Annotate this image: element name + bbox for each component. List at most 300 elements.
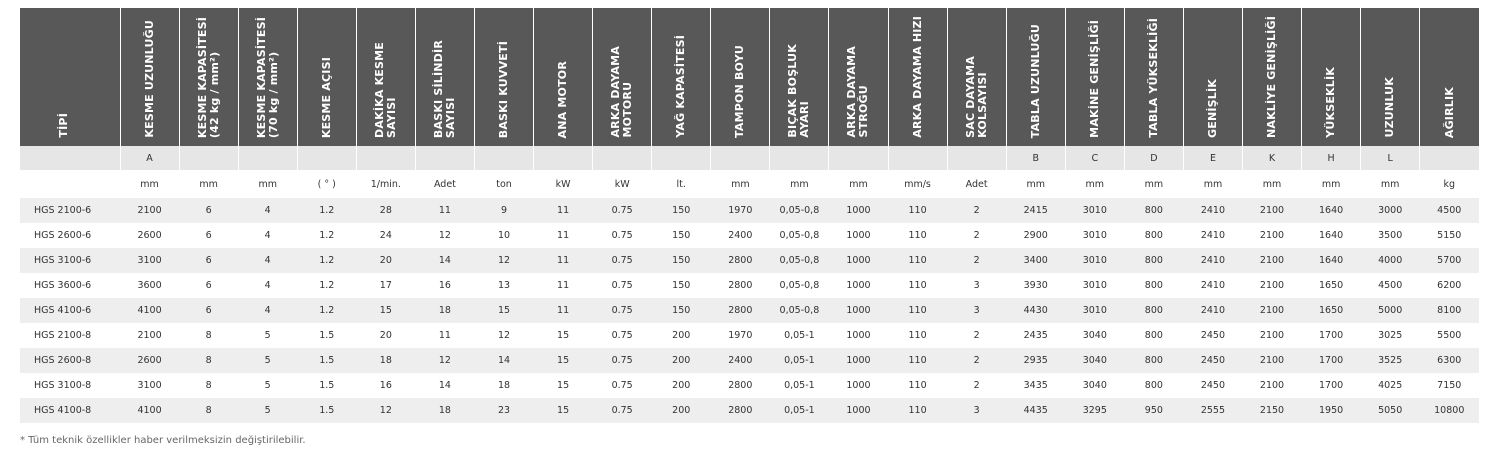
table-cell: 14 [415,373,474,398]
table-cell: 8 [179,398,238,423]
unit-cell: mm [790,178,809,190]
table-cell: 0,05-0,8 [770,198,829,223]
column-header [238,8,297,146]
column-header-label: AĞIRLIK [1442,86,1456,138]
table-cell: 20 [356,248,415,273]
column-header-label: KESME KAPASİTESİ (70 kg / mm²) [254,16,280,138]
table-cell: 3525 [1361,348,1420,373]
column-header-label: GENİŞLİK [1205,79,1219,138]
table-cell: 1000 [829,373,888,398]
column-header-label: SAC DAYAMA KOLSAYISI [963,56,989,138]
table-cell: 200 [652,373,711,398]
table-cell: 15 [356,298,415,323]
table-cell: 1.2 [297,198,356,223]
table-cell: 2100 [1242,248,1301,273]
dimension-letter [711,146,770,170]
table-row [20,273,1479,298]
unit-cell: mm [1262,178,1282,190]
unit-cell: kg [1443,178,1456,190]
table-cell: 6200 [1420,273,1479,298]
unit-cell: Adet [433,178,456,190]
table-cell: 3010 [1065,248,1124,273]
table-cell: 16 [356,373,415,398]
unit-row [20,170,1479,198]
table-cell: 0,05-1 [770,348,829,373]
column-header-label: YAĞ KAPASİTESİ [674,35,688,138]
dimension-letter [770,146,829,170]
table-cell: 18 [415,398,474,423]
table-cell: 2100 [1242,298,1301,323]
table-cell: 10800 [1420,398,1479,423]
column-header-label: ARKA DAYAMA MOTORU [609,46,635,138]
table-cell: 200 [652,348,711,373]
table-cell: 6 [179,273,238,298]
table-cell: 4100 [120,398,179,423]
column-header-label: BASKI KUVVETİ [497,40,510,138]
table-cell: 1700 [1302,323,1361,348]
table-cell: 150 [652,223,711,248]
table-cell: 8 [179,323,238,348]
table-cell: 11 [415,198,474,223]
table-cell: 5050 [1361,398,1420,423]
table-cell: 6 [179,248,238,273]
table-cell: 18 [415,298,474,323]
table-cell: 4500 [1361,273,1420,298]
table-cell: 11 [415,323,474,348]
table-cell: 2410 [1183,298,1242,323]
unit-cell: mm [849,178,868,190]
table-cell: 2800 [711,273,770,298]
table-cell: 1.5 [297,348,356,373]
table-cell: 0.75 [593,248,652,273]
spec-table-container [20,8,1478,423]
dimension-letter [888,146,947,170]
table-row [20,198,1479,223]
table-cell: 1000 [829,298,888,323]
column-header-label: YÜKSEKLİK [1324,67,1338,138]
column-header [829,8,888,146]
table-cell: 4 [238,298,297,323]
column-header [1302,8,1361,146]
table-cell: 1000 [829,348,888,373]
table-cell: 0.75 [593,373,652,398]
table-cell: 2555 [1183,398,1242,423]
dimension-letter: D [1124,146,1183,170]
column-header [770,8,829,146]
column-header-label: BIÇAK BOŞLUK AYARI [786,44,812,138]
dimension-letter [238,146,297,170]
model-name-cell: HGS 2100-8 [20,323,120,348]
table-cell: 18 [474,373,533,398]
dimension-letter [1420,146,1479,170]
table-cell: 2800 [711,248,770,273]
table-cell: 800 [1124,198,1183,223]
table-cell: 3010 [1065,298,1124,323]
column-header-label: TABLA UZUNLUĞU [1028,23,1042,138]
table-cell: 2450 [1183,348,1242,373]
table-cell: 110 [888,273,947,298]
table-cell: 5 [238,348,297,373]
table-cell: 2800 [711,398,770,423]
table-cell: 15 [534,348,593,373]
table-cell: 14 [415,248,474,273]
column-header [297,8,356,146]
table-cell: 15 [534,323,593,348]
table-cell: 24 [356,223,415,248]
dimension-letter [415,146,474,170]
table-cell: 4 [238,198,297,223]
table-cell: 150 [652,273,711,298]
table-cell: 11 [534,223,593,248]
table-cell: 2800 [711,298,770,323]
table-cell: 110 [888,223,947,248]
table-cell: 10 [474,223,533,248]
unit-cell: mm [1085,178,1105,190]
table-cell: 2900 [1006,223,1065,248]
footnote: * Tüm teknik özellikler haber verilmeksizin değiştirilebilir. [20,435,306,446]
column-header [474,8,533,146]
table-cell: 3040 [1065,323,1124,348]
table-cell: 6 [179,298,238,323]
table-cell: 1.5 [297,398,356,423]
table-cell: 3025 [1361,323,1420,348]
column-header-label: KESME UZUNLUĞU [142,20,156,138]
table-cell: 11 [534,298,593,323]
dimension-letter: H [1302,146,1361,170]
table-cell: 4 [238,223,297,248]
column-header [179,8,238,146]
table-body [20,198,1479,423]
table-cell: 800 [1124,323,1183,348]
table-cell: 5000 [1361,298,1420,323]
table-cell: 18 [356,348,415,373]
table-cell: 2 [947,223,1006,248]
unit-cell: mm [1380,178,1400,190]
table-cell: 2600 [120,348,179,373]
table-cell: 2 [947,248,1006,273]
table-row [20,373,1479,398]
table-header [20,8,1479,198]
table-cell: 6 [179,223,238,248]
table-cell: 5500 [1420,323,1479,348]
model-name-cell: HGS 3100-6 [20,248,120,273]
table-cell: 5 [238,398,297,423]
table-cell: 1970 [711,323,770,348]
table-cell: 3295 [1065,398,1124,423]
table-cell: 3040 [1065,373,1124,398]
table-cell: 1640 [1302,198,1361,223]
table-cell: 2600 [120,223,179,248]
table-cell: 1650 [1302,273,1361,298]
dimension-letter [20,146,120,170]
table-cell: 2450 [1183,373,1242,398]
dimension-letter: E [1183,146,1242,170]
table-cell: 0,05-0,8 [770,248,829,273]
table-cell: 2100 [1242,198,1301,223]
column-header [20,8,120,146]
table-cell: 1650 [1302,298,1361,323]
table-row [20,323,1479,348]
dimension-letter: C [1065,146,1124,170]
table-cell: 2100 [120,323,179,348]
column-header [1420,8,1479,146]
column-header [356,8,415,146]
column-header [652,8,711,146]
column-header-label: DAKİKA KESME SAYISI [372,42,398,138]
table-cell: 11 [534,198,593,223]
unit-cell: mm [1203,178,1223,190]
table-cell: 0.75 [593,348,652,373]
table-cell: 12 [415,348,474,373]
table-cell: 5 [238,373,297,398]
column-header-label: ARKA DAYAMA HIZI [910,16,924,138]
table-row [20,348,1479,373]
table-cell: 1.2 [297,223,356,248]
table-cell: 1.5 [297,373,356,398]
table-cell: 2 [947,323,1006,348]
column-header-label: TİPİ [57,113,70,138]
table-cell: 2935 [1006,348,1065,373]
table-cell: 800 [1124,298,1183,323]
table-cell: 0.75 [593,323,652,348]
table-cell: 2435 [1006,323,1065,348]
unit-cell: mm [199,178,218,190]
table-cell: 1000 [829,398,888,423]
table-cell: 3435 [1006,373,1065,398]
column-header-label: UZUNLUK [1383,77,1397,138]
table-cell: 1950 [1302,398,1361,423]
table-cell: 0.75 [593,273,652,298]
column-header-label: KESME AÇISI [319,56,333,138]
table-cell: 1000 [829,273,888,298]
table-cell: 2 [947,198,1006,223]
table-cell: 13 [474,273,533,298]
table-cell: 1.2 [297,248,356,273]
table-cell: 2100 [1242,273,1301,298]
column-header [1361,8,1420,146]
table-cell: 6300 [1420,348,1479,373]
column-header-label: NAKLİYE GENİŞLİĞİ [1265,15,1279,138]
model-name-cell: HGS 2100-6 [20,198,120,223]
table-cell: 4025 [1361,373,1420,398]
table-cell: 28 [356,198,415,223]
table-cell: 1000 [829,198,888,223]
column-header [1006,8,1065,146]
table-cell: 5150 [1420,223,1479,248]
dimension-letter [829,146,888,170]
model-name-cell: HGS 3100-8 [20,373,120,398]
table-cell: 3000 [1361,198,1420,223]
table-cell: 3010 [1065,198,1124,223]
unit-cell: mm [140,178,159,190]
table-cell: 1970 [711,198,770,223]
dimension-letter [356,146,415,170]
table-cell: 2410 [1183,223,1242,248]
unit-cell: mm [1321,178,1341,190]
table-cell: 2100 [120,198,179,223]
table-cell: 3400 [1006,248,1065,273]
table-cell: 4 [238,248,297,273]
unit-cell: 1/min. [370,178,401,190]
unit-cell [20,170,120,198]
column-header [534,8,593,146]
unit-cell: ton [496,178,512,190]
table-cell: 2410 [1183,198,1242,223]
table-cell: 2415 [1006,198,1065,223]
table-cell: 0,05-0,8 [770,298,829,323]
dimension-letter [593,146,652,170]
table-cell: 1000 [829,323,888,348]
table-cell: 20 [356,323,415,348]
column-header [120,8,179,146]
table-cell: 8100 [1420,298,1479,323]
table-cell: 3 [947,398,1006,423]
table-cell: 2410 [1183,248,1242,273]
table-cell: 2150 [1242,398,1301,423]
dimension-letter: K [1242,146,1301,170]
dimension-letter [297,146,356,170]
dimension-letter: L [1361,146,1420,170]
header-row [20,8,1479,146]
table-cell: 1.2 [297,298,356,323]
unit-cell: ( ° ) [317,178,336,190]
table-cell: 8 [179,348,238,373]
table-cell: 1000 [829,223,888,248]
dimension-letter: B [1006,146,1065,170]
dimension-letter [179,146,238,170]
unit-cell: mm [731,178,750,190]
table-cell: 3500 [1361,223,1420,248]
table-cell: 800 [1124,348,1183,373]
table-cell: 3 [947,273,1006,298]
column-header [593,8,652,146]
model-name-cell: HGS 2600-6 [20,223,120,248]
column-header [1065,8,1124,146]
unit-cell: mm [1144,178,1164,190]
unit-cell: kW [555,178,571,190]
table-cell: 110 [888,373,947,398]
spec-table [20,8,1479,423]
column-header-label: ANA MOTOR [556,60,570,138]
table-cell: 1700 [1302,348,1361,373]
dimension-letter: A [120,146,179,170]
table-cell: 3930 [1006,273,1065,298]
table-cell: 1000 [829,248,888,273]
table-cell: 1700 [1302,373,1361,398]
table-cell: 1.5 [297,323,356,348]
model-name-cell: HGS 2600-8 [20,348,120,373]
dimension-letter [947,146,1006,170]
unit-cell: Adet [965,178,988,190]
table-cell: 4000 [1361,248,1420,273]
table-cell: 4 [238,273,297,298]
table-cell: 800 [1124,248,1183,273]
table-cell: 3100 [120,248,179,273]
table-row [20,248,1479,273]
table-cell: 2100 [1242,373,1301,398]
table-cell: 150 [652,248,711,273]
table-cell: 0,05-0,8 [770,223,829,248]
table-cell: 5700 [1420,248,1479,273]
table-cell: 4435 [1006,398,1065,423]
table-cell: 3600 [120,273,179,298]
table-cell: 23 [474,398,533,423]
column-header [415,8,474,146]
table-cell: 0,05-1 [770,398,829,423]
column-header-label: KESME KAPASİTESİ (42 kg / mm²) [195,16,221,138]
table-cell: 150 [652,198,711,223]
table-cell: 110 [888,298,947,323]
table-cell: 5 [238,323,297,348]
table-cell: 0.75 [593,198,652,223]
table-cell: 3 [947,298,1006,323]
table-cell: 8 [179,373,238,398]
table-cell: 11 [534,248,593,273]
unit-cell: kW [614,178,630,190]
column-header-label: MAKİNE GENİŞLİĞİ [1087,20,1101,138]
column-header [1124,8,1183,146]
model-name-cell: HGS 3600-6 [20,273,120,298]
model-name-cell: HGS 4100-6 [20,298,120,323]
table-cell: 12 [474,248,533,273]
table-cell: 11 [534,273,593,298]
unit-cell: mm [258,178,277,190]
table-cell: 2410 [1183,273,1242,298]
table-cell: 0.75 [593,298,652,323]
table-row [20,223,1479,248]
model-name-cell: HGS 4100-8 [20,398,120,423]
column-header-label: BASKI SİLİNDİR SAYISI [431,39,457,138]
column-header [888,8,947,146]
table-cell: 0,05-1 [770,323,829,348]
table-cell: 12 [356,398,415,423]
unit-cell: lt. [676,178,686,190]
table-cell: 2100 [1242,323,1301,348]
table-cell: 15 [534,373,593,398]
column-header-label: ARKA DAYAMA STROĞU [845,46,871,138]
table-cell: 3010 [1065,273,1124,298]
table-cell: 110 [888,323,947,348]
table-cell: 800 [1124,273,1183,298]
table-cell: 3010 [1065,223,1124,248]
table-cell: 2400 [711,223,770,248]
table-cell: 2 [947,348,1006,373]
table-cell: 6 [179,198,238,223]
unit-cell: mm [1026,178,1045,190]
table-cell: 15 [474,298,533,323]
table-cell: 2400 [711,348,770,373]
table-cell: 1640 [1302,223,1361,248]
table-cell: 2100 [1242,223,1301,248]
table-cell: 2 [947,373,1006,398]
column-header [711,8,770,146]
table-row [20,298,1479,323]
table-cell: 2450 [1183,323,1242,348]
table-cell: 2800 [711,373,770,398]
table-cell: 4100 [120,298,179,323]
column-header [1183,8,1242,146]
table-cell: 2100 [1242,348,1301,373]
column-header [1242,8,1301,146]
table-cell: 0.75 [593,223,652,248]
table-cell: 0,05-0,8 [770,273,829,298]
dimension-letter-row [20,146,1479,170]
table-cell: 0.75 [593,398,652,423]
table-cell: 3100 [120,373,179,398]
table-cell: 200 [652,323,711,348]
column-header-label: TABLA YÜKSEKLİĞİ [1146,18,1160,138]
table-cell: 950 [1124,398,1183,423]
